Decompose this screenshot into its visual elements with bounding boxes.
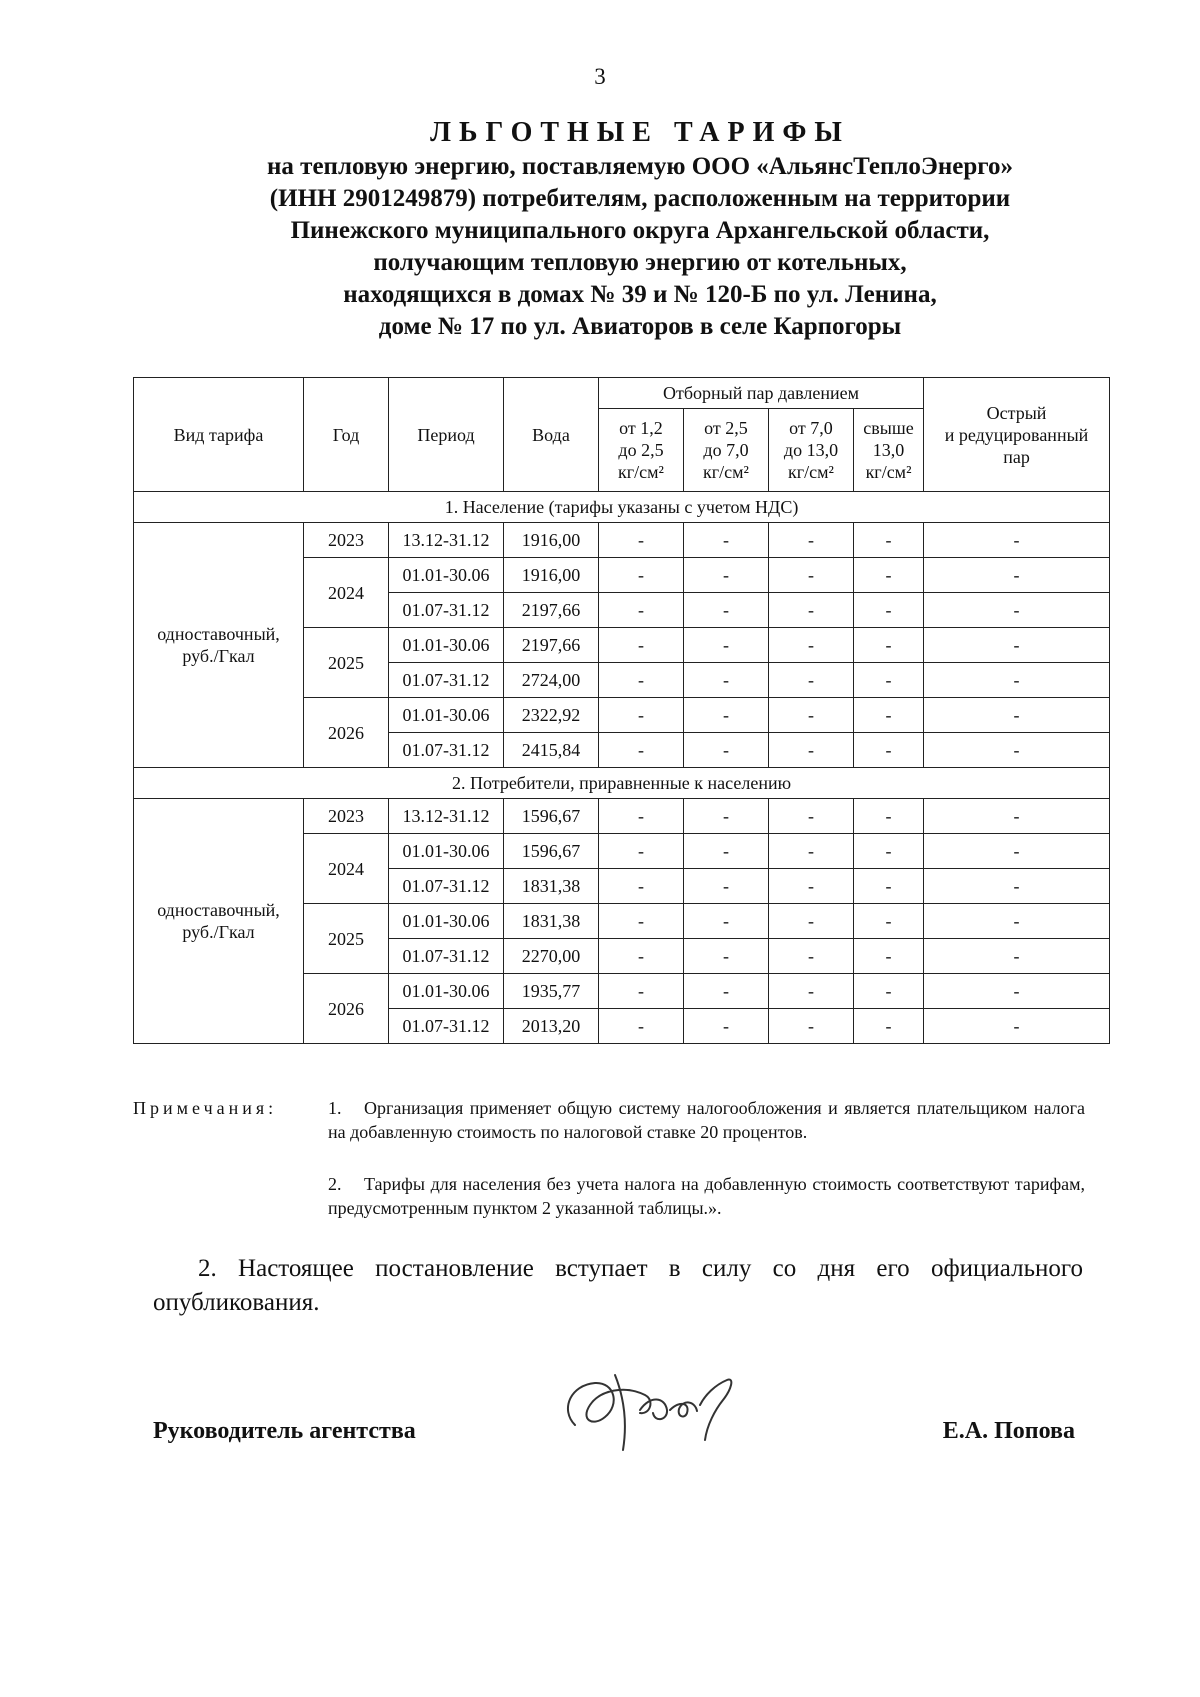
- water-cell: 2013,20: [504, 1009, 599, 1044]
- empty-cell: -: [599, 834, 684, 869]
- period-cell: 01.01-30.06: [389, 904, 504, 939]
- empty-cell: -: [599, 1009, 684, 1044]
- period-cell: 01.07-31.12: [389, 663, 504, 698]
- note-number: 1.: [328, 1098, 342, 1118]
- empty-cell: -: [769, 939, 854, 974]
- section-row: [134, 492, 1110, 523]
- empty-cell: -: [684, 558, 769, 593]
- tariff-type-line: одноставочный,: [157, 624, 280, 644]
- tariff-type-line: руб./Гкал: [182, 922, 255, 942]
- empty-cell: -: [924, 628, 1110, 663]
- header-steam-line: от 1,2: [619, 418, 663, 438]
- empty-cell: -: [854, 558, 924, 593]
- empty-cell: -: [924, 663, 1110, 698]
- period-cell: 01.07-31.12: [389, 593, 504, 628]
- period-cell: 01.01-30.06: [389, 698, 504, 733]
- water-cell: 2724,00: [504, 663, 599, 698]
- header-steam-line: до 7,0: [703, 440, 749, 460]
- header-type: Вид тарифа: [134, 378, 304, 492]
- empty-cell: -: [684, 733, 769, 768]
- header-sharp-line: Острый: [986, 402, 1047, 423]
- period-cell: 01.07-31.12: [389, 939, 504, 974]
- empty-cell: -: [854, 869, 924, 904]
- header-steam-line: кг/см²: [865, 462, 912, 482]
- water-cell: 1596,67: [504, 834, 599, 869]
- empty-cell: -: [599, 974, 684, 1009]
- empty-cell: -: [599, 799, 684, 834]
- period-cell: 13.12-31.12: [389, 799, 504, 834]
- tariff-type-line: одноставочный,: [157, 900, 280, 920]
- empty-cell: -: [599, 663, 684, 698]
- empty-cell: -: [769, 904, 854, 939]
- water-cell: 2415,84: [504, 733, 599, 768]
- empty-cell: -: [599, 628, 684, 663]
- empty-cell: -: [769, 869, 854, 904]
- period-cell: 01.07-31.12: [389, 733, 504, 768]
- empty-cell: -: [854, 974, 924, 1009]
- empty-cell: -: [599, 558, 684, 593]
- empty-cell: -: [854, 939, 924, 974]
- header-period: Период: [389, 378, 504, 492]
- period-cell: 01.01-30.06: [389, 558, 504, 593]
- empty-cell: -: [854, 733, 924, 768]
- notes-label: Примечания:: [133, 1098, 278, 1118]
- empty-cell: -: [924, 904, 1110, 939]
- header-steam-line: кг/см²: [618, 462, 664, 482]
- header-steam-line: от 2,5: [704, 418, 748, 438]
- water-cell: 2197,66: [504, 593, 599, 628]
- empty-cell: -: [599, 698, 684, 733]
- empty-cell: -: [854, 834, 924, 869]
- empty-cell: -: [684, 1009, 769, 1044]
- empty-cell: -: [924, 558, 1110, 593]
- empty-cell: -: [769, 834, 854, 869]
- year-cell: 2023: [304, 523, 389, 558]
- empty-cell: -: [769, 1009, 854, 1044]
- water-cell: 1596,67: [504, 799, 599, 834]
- empty-cell: -: [684, 698, 769, 733]
- header-steam-line: от 7,0: [789, 418, 833, 438]
- empty-cell: -: [769, 523, 854, 558]
- empty-cell: -: [769, 698, 854, 733]
- header-sharp-line: пар: [1003, 446, 1030, 467]
- empty-cell: -: [924, 939, 1110, 974]
- empty-cell: -: [924, 1009, 1110, 1044]
- year-cell: 2024: [304, 558, 389, 628]
- title-line: находящихся в домах № 39 и № 120-Б по ул. Ленина,: [343, 281, 937, 308]
- empty-cell: -: [854, 1009, 924, 1044]
- water-cell: 1916,00: [504, 558, 599, 593]
- period-cell: 01.07-31.12: [389, 869, 504, 904]
- header-year: Год: [304, 378, 389, 492]
- empty-cell: -: [684, 799, 769, 834]
- empty-cell: -: [854, 628, 924, 663]
- section-title: 1. Население (тарифы указаны с учетом НДС): [134, 492, 1110, 523]
- tariff-type-cell: [134, 523, 304, 768]
- water-cell: 2197,66: [504, 628, 599, 663]
- empty-cell: -: [854, 799, 924, 834]
- header-steam-line: кг/см²: [788, 462, 834, 482]
- title-line: (ИНН 2901249879) потребителям, расположенным на территории: [269, 185, 1011, 212]
- year-cell: 2025: [304, 904, 389, 974]
- document-title: [80, 115, 1200, 343]
- water-cell: 2322,92: [504, 698, 599, 733]
- year-cell: 2026: [304, 698, 389, 768]
- empty-cell: -: [684, 523, 769, 558]
- signature-image: [555, 1355, 745, 1465]
- empty-cell: -: [924, 733, 1110, 768]
- title-line: Пинежского муниципального округа Архангельской области,: [290, 217, 990, 244]
- title-line: получающим тепловую энергию от котельных,: [373, 249, 907, 276]
- signer-title: Руководитель агентства: [153, 1418, 416, 1444]
- header-steam-line: свыше: [863, 418, 914, 438]
- empty-cell: -: [599, 523, 684, 558]
- empty-cell: -: [924, 869, 1110, 904]
- empty-cell: -: [599, 904, 684, 939]
- empty-cell: -: [599, 733, 684, 768]
- year-cell: 2023: [304, 799, 389, 834]
- empty-cell: -: [854, 663, 924, 698]
- empty-cell: -: [684, 663, 769, 698]
- empty-cell: -: [599, 593, 684, 628]
- year-cell: 2024: [304, 834, 389, 904]
- tariffs-table: [133, 377, 1110, 1044]
- water-cell: 1831,38: [504, 904, 599, 939]
- water-cell: 1916,00: [504, 523, 599, 558]
- empty-cell: -: [769, 974, 854, 1009]
- empty-cell: -: [599, 939, 684, 974]
- empty-cell: -: [769, 733, 854, 768]
- header-steam-line: до 13,0: [783, 440, 839, 460]
- empty-cell: -: [684, 869, 769, 904]
- header-sharp-steam: [924, 378, 1110, 492]
- table-row: [134, 523, 1110, 558]
- empty-cell: -: [924, 974, 1110, 1009]
- header-steam-1: [599, 409, 684, 492]
- note-text: Организация применяет общую систему налогообложения и является плательщиком налога на добавленную стоимость по налоговой ставке 20 процентов.: [328, 1098, 1085, 1142]
- note-item: [328, 1172, 1085, 1220]
- header-water: Вода: [504, 378, 599, 492]
- section-title: 2. Потребители, приравненные к населению: [134, 768, 1110, 799]
- empty-cell: -: [769, 663, 854, 698]
- header-steam-line: 13,0: [872, 440, 905, 460]
- tariffs-table-body: [134, 492, 1110, 1044]
- period-cell: 01.01-30.06: [389, 834, 504, 869]
- empty-cell: -: [684, 593, 769, 628]
- header-steam-2: [684, 409, 769, 492]
- header-sharp-line: и редуцированный: [944, 424, 1089, 445]
- period-cell: 01.07-31.12: [389, 1009, 504, 1044]
- empty-cell: -: [769, 628, 854, 663]
- section-row: [134, 768, 1110, 799]
- tariff-type-cell: [134, 799, 304, 1044]
- empty-cell: -: [924, 698, 1110, 733]
- empty-cell: -: [854, 523, 924, 558]
- empty-cell: -: [684, 628, 769, 663]
- empty-cell: -: [684, 974, 769, 1009]
- header-steam-line: до 2,5: [618, 440, 664, 460]
- empty-cell: -: [684, 904, 769, 939]
- note-item: [328, 1096, 1085, 1144]
- title-line: доме № 17 по ул. Авиаторов в селе Карпогоры: [378, 313, 902, 340]
- empty-cell: -: [769, 593, 854, 628]
- empty-cell: -: [924, 523, 1110, 558]
- water-cell: 1831,38: [504, 869, 599, 904]
- tariff-type-line: руб./Гкал: [182, 646, 255, 666]
- empty-cell: -: [854, 593, 924, 628]
- water-cell: 1935,77: [504, 974, 599, 1009]
- empty-cell: -: [599, 869, 684, 904]
- header-steam-group: Отборный пар давлением: [599, 378, 924, 409]
- page-number: 3: [594, 64, 606, 89]
- table-row: [134, 799, 1110, 834]
- note-text: Тарифы для населения без учета налога на добавленную стоимость соответствуют тарифам, предусмотренным пунктом 2 указанной таблицы.».: [328, 1174, 1085, 1218]
- title-line: на тепловую энергию, поставляемую ООО «АльянсТеплоЭнерго»: [267, 153, 1013, 180]
- empty-cell: -: [924, 593, 1110, 628]
- empty-cell: -: [684, 834, 769, 869]
- period-cell: 01.01-30.06: [389, 974, 504, 1009]
- title-main: ЛЬГОТНЫЕ ТАРИФЫ: [430, 117, 850, 148]
- header-steam-line: кг/см²: [703, 462, 749, 482]
- empty-cell: -: [854, 698, 924, 733]
- period-cell: 01.01-30.06: [389, 628, 504, 663]
- header-steam-3: [769, 409, 854, 492]
- empty-cell: -: [854, 904, 924, 939]
- year-cell: 2025: [304, 628, 389, 698]
- decree-paragraph: 2. Настоящее постановление вступает в силу со дня его официального опубликования.: [153, 1255, 1083, 1316]
- empty-cell: -: [769, 558, 854, 593]
- empty-cell: -: [769, 799, 854, 834]
- empty-cell: -: [924, 799, 1110, 834]
- water-cell: 2270,00: [504, 939, 599, 974]
- period-cell: 13.12-31.12: [389, 523, 504, 558]
- note-number: 2.: [328, 1174, 342, 1194]
- signer-name: Е.А. Попова: [942, 1418, 1075, 1444]
- empty-cell: -: [924, 834, 1110, 869]
- year-cell: 2026: [304, 974, 389, 1044]
- empty-cell: -: [684, 939, 769, 974]
- header-steam-4: [854, 409, 924, 492]
